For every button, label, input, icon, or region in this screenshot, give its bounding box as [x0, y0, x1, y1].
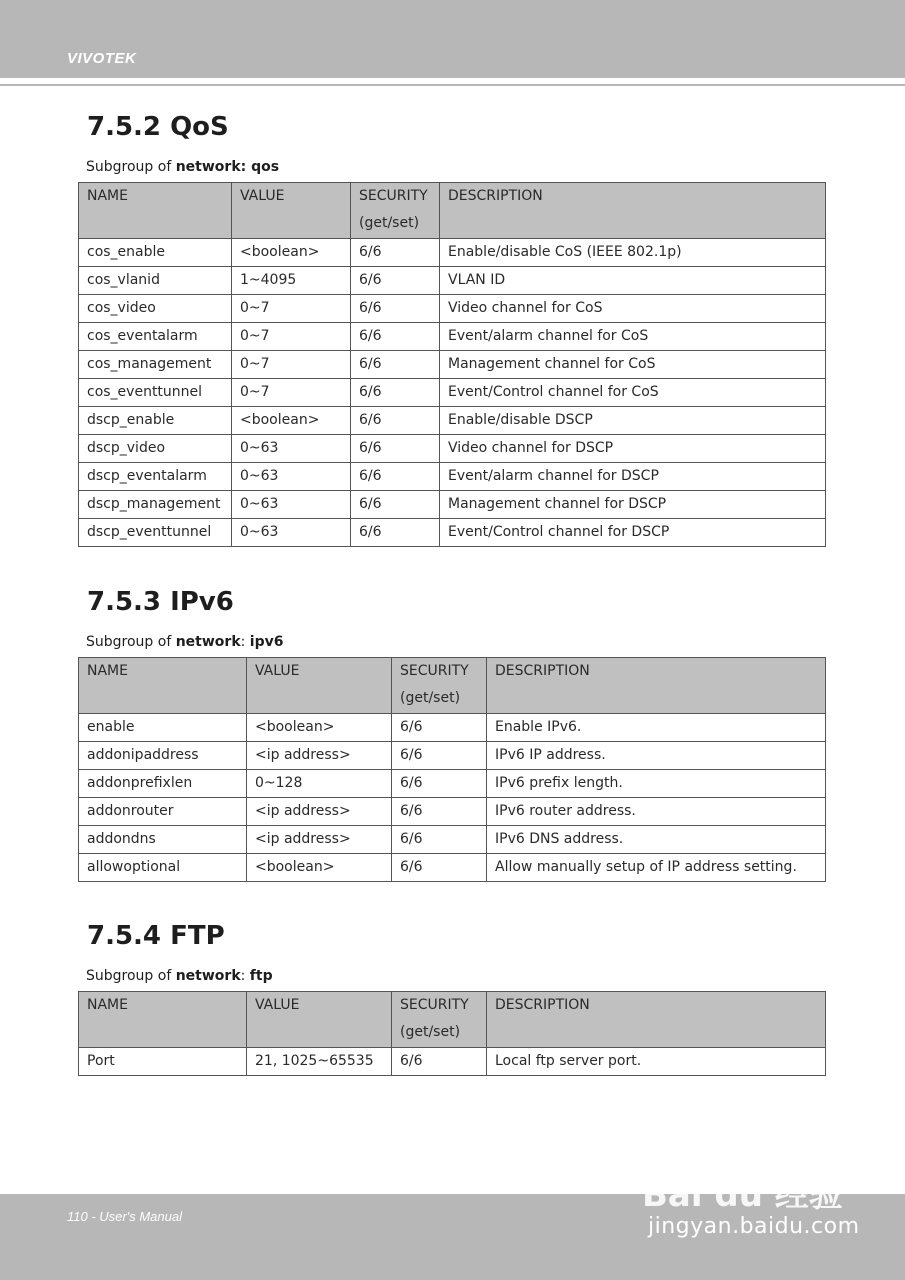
security-cell: 6/6 — [392, 742, 487, 770]
value-cell: 0~63 — [232, 519, 351, 547]
value-cell: 0~63 — [232, 463, 351, 491]
value-cell: 0~7 — [232, 351, 351, 379]
security-cell: 6/6 — [351, 407, 440, 435]
table-row — [79, 379, 826, 407]
section-qos — [78, 110, 825, 547]
table-row — [79, 714, 826, 742]
brand-logo: VIVOTEK — [67, 50, 137, 67]
table-row — [79, 267, 826, 295]
value-cell: <boolean> — [232, 407, 351, 435]
description-cell: Enable/disable CoS (IEEE 802.1p) — [440, 239, 826, 267]
table-row — [79, 826, 826, 854]
value-cell: <boolean> — [247, 854, 392, 882]
description-cell: Management channel for CoS — [440, 351, 826, 379]
name-cell: dscp_eventtunnel — [79, 519, 232, 547]
value-cell: <boolean> — [247, 714, 392, 742]
value-cell: 0~7 — [232, 295, 351, 323]
description-cell: Event/Control channel for DSCP — [440, 519, 826, 547]
value-cell: 0~63 — [232, 491, 351, 519]
value-cell: <ip address> — [247, 798, 392, 826]
column-header: DESCRIPTION — [487, 658, 826, 714]
name-cell: addonrouter — [79, 798, 247, 826]
header-divider — [0, 84, 905, 86]
security-cell: 6/6 — [392, 770, 487, 798]
description-cell: Allow manually setup of IP address setting. — [487, 854, 826, 882]
security-cell: 6/6 — [351, 323, 440, 351]
column-header: SECURITY (get/set) — [392, 992, 487, 1048]
subgroup-label: Subgroup of network: ipv6 — [86, 634, 284, 650]
value-cell: <ip address> — [247, 742, 392, 770]
name-cell: cos_eventtunnel — [79, 379, 232, 407]
table-row — [79, 295, 826, 323]
security-cell: 6/6 — [392, 798, 487, 826]
table-row — [79, 854, 826, 882]
name-cell: cos_enable — [79, 239, 232, 267]
table-row — [79, 491, 826, 519]
table-row — [79, 407, 826, 435]
parameter-table — [78, 657, 826, 882]
table-row — [79, 351, 826, 379]
name-cell: cos_video — [79, 295, 232, 323]
name-cell: addonprefixlen — [79, 770, 247, 798]
watermark-logo-text: Bai du 经验 — [642, 1175, 843, 1210]
value-cell: 0~7 — [232, 379, 351, 407]
watermark-url: jingyan.baidu.com — [648, 1214, 860, 1239]
description-cell: IPv6 router address. — [487, 798, 826, 826]
name-cell: dscp_eventalarm — [79, 463, 232, 491]
security-cell: 6/6 — [351, 295, 440, 323]
baidu-watermark-logo-icon — [640, 1150, 860, 1210]
description-cell: IPv6 DNS address. — [487, 826, 826, 854]
security-cell: 6/6 — [351, 491, 440, 519]
description-cell: IPv6 IP address. — [487, 742, 826, 770]
name-cell: dscp_enable — [79, 407, 232, 435]
value-cell: 0~63 — [232, 435, 351, 463]
security-cell: 6/6 — [351, 519, 440, 547]
table-row — [79, 435, 826, 463]
value-cell: 21, 1025~65535 — [247, 1048, 392, 1076]
name-cell: cos_management — [79, 351, 232, 379]
name-cell: dscp_video — [79, 435, 232, 463]
name-cell: dscp_management — [79, 491, 232, 519]
name-cell: addonipaddress — [79, 742, 247, 770]
table-row — [79, 239, 826, 267]
security-cell: 6/6 — [392, 826, 487, 854]
security-cell: 6/6 — [392, 1048, 487, 1076]
security-cell: 6/6 — [392, 854, 487, 882]
description-cell: Event/alarm channel for CoS — [440, 323, 826, 351]
name-cell: Port — [79, 1048, 247, 1076]
value-cell: <boolean> — [232, 239, 351, 267]
value-cell: 0~7 — [232, 323, 351, 351]
table-row — [79, 323, 826, 351]
parameter-table — [78, 991, 826, 1076]
name-cell: addondns — [79, 826, 247, 854]
column-header: SECURITY (get/set) — [351, 183, 440, 239]
name-cell: cos_eventalarm — [79, 323, 232, 351]
name-cell: allowoptional — [79, 854, 247, 882]
security-cell: 6/6 — [351, 435, 440, 463]
description-cell: Video channel for CoS — [440, 295, 826, 323]
description-cell: Event/alarm channel for DSCP — [440, 463, 826, 491]
table-header-row — [79, 658, 826, 714]
value-cell: 0~128 — [247, 770, 392, 798]
parameter-table — [78, 182, 826, 547]
description-cell: Video channel for DSCP — [440, 435, 826, 463]
column-header: NAME — [79, 992, 247, 1048]
section-title: 7.5.4 FTP — [87, 921, 225, 951]
description-cell: Event/Control channel for CoS — [440, 379, 826, 407]
name-cell: enable — [79, 714, 247, 742]
page-number-label: 110 - User's Manual — [67, 1209, 182, 1224]
section-title: 7.5.3 IPv6 — [87, 587, 234, 617]
subgroup-label: Subgroup of network: qos — [86, 159, 280, 175]
security-cell: 6/6 — [351, 267, 440, 295]
table-row — [79, 1048, 826, 1076]
description-cell: Enable IPv6. — [487, 714, 826, 742]
section-title: 7.5.2 QoS — [87, 112, 229, 142]
security-cell: 6/6 — [351, 379, 440, 407]
section-ftp — [78, 919, 825, 1076]
column-header: DESCRIPTION — [487, 992, 826, 1048]
security-cell: 6/6 — [392, 714, 487, 742]
column-header: VALUE — [247, 992, 392, 1048]
description-cell: IPv6 prefix length. — [487, 770, 826, 798]
column-header: VALUE — [232, 183, 351, 239]
security-cell: 6/6 — [351, 463, 440, 491]
table-row — [79, 463, 826, 491]
section-ipv6 — [78, 585, 825, 882]
description-cell: VLAN ID — [440, 267, 826, 295]
column-header: NAME — [79, 183, 232, 239]
column-header: SECURITY (get/set) — [392, 658, 487, 714]
column-header: NAME — [79, 658, 247, 714]
security-cell: 6/6 — [351, 351, 440, 379]
description-cell: Management channel for DSCP — [440, 491, 826, 519]
security-cell: 6/6 — [351, 239, 440, 267]
column-header: DESCRIPTION — [440, 183, 826, 239]
subgroup-label: Subgroup of network: ftp — [86, 968, 273, 984]
table-row — [79, 519, 826, 547]
description-cell: Enable/disable DSCP — [440, 407, 826, 435]
description-cell: Local ftp server port. — [487, 1048, 826, 1076]
column-header: VALUE — [247, 658, 392, 714]
value-cell: 1~4095 — [232, 267, 351, 295]
page-header-band — [0, 0, 905, 78]
table-row — [79, 798, 826, 826]
table-row — [79, 742, 826, 770]
value-cell: <ip address> — [247, 826, 392, 854]
table-row — [79, 770, 826, 798]
table-header-row — [79, 183, 826, 239]
name-cell: cos_vlanid — [79, 267, 232, 295]
table-header-row — [79, 992, 826, 1048]
